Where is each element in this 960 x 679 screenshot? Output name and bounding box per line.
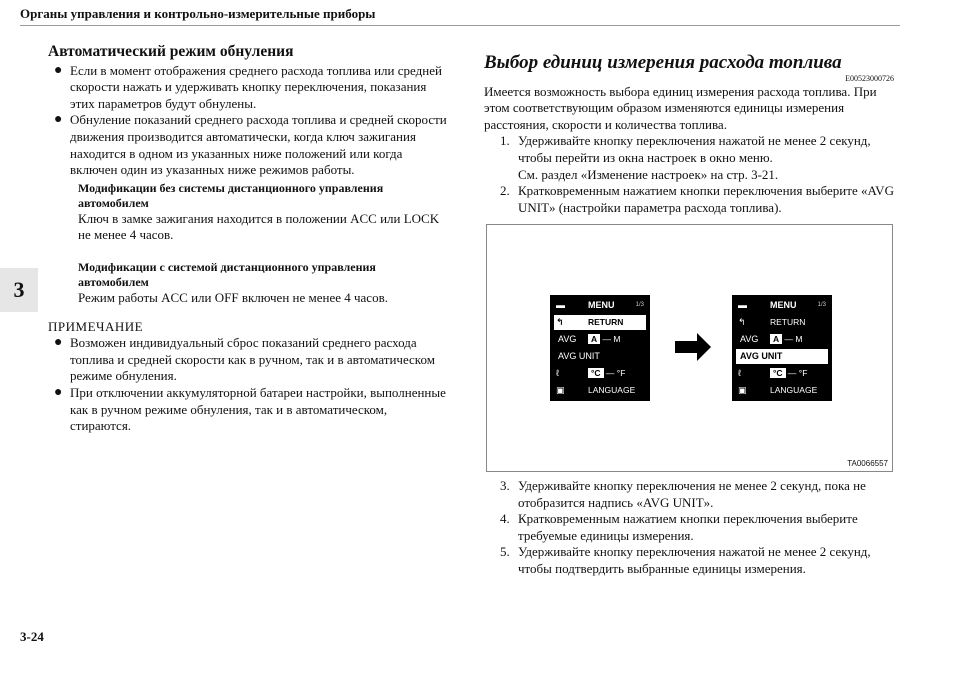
chapter-tab: 3 <box>0 268 38 312</box>
menu-item-return <box>554 315 646 330</box>
menu-title-row <box>736 298 828 313</box>
list-item <box>54 112 448 178</box>
menu-title: MENU <box>588 300 615 310</box>
list-item <box>54 63 448 113</box>
step-number: 2. <box>500 183 510 199</box>
return-arrow-icon: ↰ <box>556 317 564 327</box>
right-column <box>484 52 894 216</box>
step-text: Кратковременным нажатием кнопки переключения выберите требуемые единицы измерения. <box>518 511 858 543</box>
menu-item-temp <box>736 366 828 381</box>
unit-option-m: M <box>795 334 803 344</box>
section-code: E00523000726 <box>845 73 894 83</box>
step-item <box>500 167 894 184</box>
language-icon: ▣ <box>556 385 565 395</box>
unit-option-c: °C <box>770 368 786 378</box>
unit-separator: — <box>602 334 612 344</box>
menu-item-label: AVG UNIT <box>558 351 600 361</box>
menu-title: MENU <box>770 300 797 310</box>
step-item <box>500 183 894 216</box>
step-text: Удерживайте кнопку переключения нажатой не менее 2 секунд, чтобы перейти из окна настроек в окно меню. <box>518 133 871 165</box>
menu-screen-before <box>550 295 650 401</box>
section-title-units: Выбор единиц измерения расхода топлива <box>484 52 842 73</box>
thermometer-icon: ℓ <box>556 368 559 378</box>
step-number: 4. <box>500 511 510 527</box>
bullet-icon: ● <box>54 335 63 351</box>
unit-separator: — <box>784 334 794 344</box>
subsection-text: Режим работы ACC или OFF включен не менее 4 часов. <box>78 289 388 305</box>
unit-option-f: °F <box>616 368 626 378</box>
language-icon: ▣ <box>738 385 747 395</box>
menu-item-return <box>736 315 828 330</box>
menu-item-temp <box>554 366 646 381</box>
bullet-icon: ● <box>54 384 63 400</box>
bullet-icon: ● <box>54 112 63 128</box>
thermometer-icon: ℓ <box>738 368 741 378</box>
step-item <box>500 478 894 511</box>
menu-item-avg <box>554 332 646 347</box>
right-arrow-icon <box>675 333 711 361</box>
subsection-heading: Модификации с системой дистанционного управления автомобилем <box>78 259 376 289</box>
menu-item-label: AVG <box>740 334 759 344</box>
section-title-auto-reset: Автоматический режим обнуления <box>48 43 294 60</box>
unit-option-a: A <box>588 334 600 344</box>
left-column <box>48 44 448 435</box>
unit-option-c: °C <box>588 368 604 378</box>
note-text: При отключении аккумуляторной батареи настройки, выполненные как в ручном режиме обнуления, так и в автоматическом, стираются. <box>70 384 446 434</box>
subsection-heading: Модификации без системы дистанционного управления автомобилем <box>78 180 384 210</box>
subsection-with-remote <box>78 260 448 307</box>
step-text: Удерживайте кнопку переключения не менее 2 секунд, пока не отобразится надпись «AVG UNIT». <box>518 478 866 510</box>
note-title: ПРИМЕЧАНИЕ <box>48 318 144 334</box>
subsection-text: Ключ в замке зажигания находится в положении ACC или LOCK не менее 4 часов. <box>78 210 440 243</box>
step-item <box>500 544 894 577</box>
bullet-icon: ● <box>54 62 63 78</box>
page-number: 3-24 <box>20 629 44 644</box>
step-number: 3. <box>500 478 510 493</box>
menu-item-language <box>736 383 828 398</box>
intro-text: Имеется возможность выбора единиц измерения расхода топлива. При этом соответствующим образом изменяются единицы измерения расстояния, скорости и количества топлива. <box>484 83 877 132</box>
menu-item-avg <box>736 332 828 347</box>
menu-item-label: AVG UNIT <box>740 351 783 361</box>
step-number <box>500 167 518 184</box>
menu-item-label: RETURN <box>770 317 806 327</box>
menu-item-label: LANGUAGE <box>588 385 636 395</box>
step-item <box>500 511 894 544</box>
unit-separator: — <box>787 368 797 378</box>
step-item <box>500 133 894 166</box>
list-item <box>54 335 448 385</box>
step-text: Кратковременным нажатием кнопки переключения выберите «AVG UNIT» (настройки параметра расхода топлива). <box>518 183 894 215</box>
list-item <box>54 385 448 435</box>
step-number: 5. <box>500 544 510 560</box>
menu-item-avg-unit <box>736 349 828 364</box>
unit-option-f: °F <box>798 368 808 378</box>
car-icon: ▬ <box>738 300 747 310</box>
page-indicator: 1/3 <box>635 302 644 308</box>
subsection-no-remote <box>78 181 448 244</box>
car-icon: ▬ <box>556 300 565 310</box>
unit-option-a: A <box>770 334 782 344</box>
menu-item-label: LANGUAGE <box>770 385 818 395</box>
menu-item-label: RETURN <box>588 317 624 327</box>
right-column-steps <box>484 478 894 578</box>
menu-title-row <box>554 298 646 313</box>
header-divider <box>20 25 900 26</box>
menu-item-label: AVG <box>558 334 577 344</box>
unit-separator: — <box>605 368 615 378</box>
menu-item-language <box>554 383 646 398</box>
running-header: Органы управления и контрольно-измерительные приборы <box>20 6 376 21</box>
return-arrow-icon: ↰ <box>738 317 746 327</box>
menu-screen-after <box>732 295 832 401</box>
step-text: Удерживайте кнопку переключения нажатой не менее 2 секунд, чтобы подтвердить выбранные единицы измерения. <box>518 544 871 576</box>
page-indicator: 1/3 <box>817 302 826 308</box>
unit-option-m: M <box>613 334 621 344</box>
menu-figure <box>486 224 893 472</box>
note-text: Возможен индивидуальный сброс показаний среднего расхода топлива и средней скорости как в ручном, так и в автоматическом режиме обнуления. <box>70 335 435 384</box>
bullet-text: Если в момент отображения среднего расхода топлива или средней скорости нажать и удерживать кнопку переключения, показания этих параметров будут обнулены. <box>70 62 442 111</box>
menu-item-avg-unit <box>554 349 646 364</box>
bullet-text: Обнуление показаний среднего расхода топлива и средней скорости движения производится автоматически, когда ключ зажигания находится в одном из указанных ниже положений или когда включен один из указанных ниже режимов работы. <box>70 112 447 178</box>
figure-code: TA0066557 <box>847 459 888 468</box>
step-text: См. раздел «Изменение настроек» на стр. 3-21. <box>518 166 779 182</box>
step-number: 1. <box>500 133 510 149</box>
